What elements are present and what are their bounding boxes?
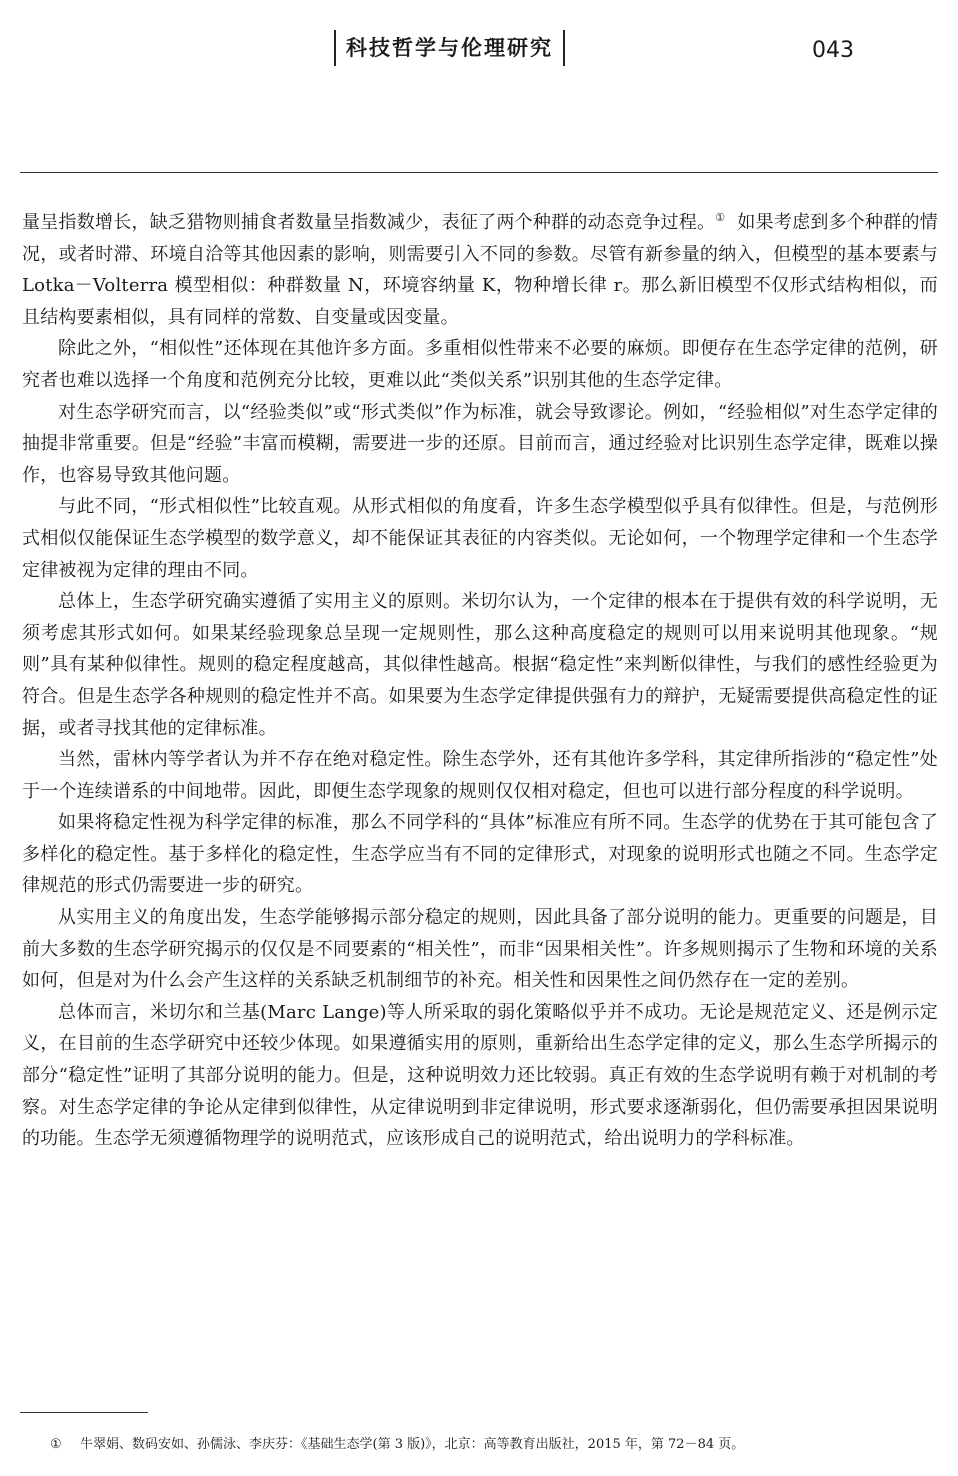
paragraph-1-tail: 如果考虑到多个种群的情况，或者时滞、环境自洽等其他因素的影响，则需要引入不同的参数。尽管有新参量的纳入，但模型的基本要素与 Lotka－Volterra 模型相似：种群数量 N，环境容纳量 K，物种增长律 r。那么新旧模型不仅形式结构相似，而且结构要素相似，具有同样的常数、自变量或因变量。	[22, 212, 938, 328]
paragraph: 如果将稳定性视为科学定律的标准，那么不同学科的“具体”标准应有所不同。生态学的优势在于其可能包含了多样化的稳定性。基于多样化的稳定性，生态学应当有不同的定律形式，对现象的说明形式也随之不同。生态学定律规范的形式仍需要进一步的研究。	[22, 812, 938, 897]
footnote	[50, 1436, 930, 1454]
footnote-rule	[20, 1412, 148, 1413]
paragraph: 从实用主义的角度出发，生态学能够揭示部分稳定的规则，因此具备了部分说明的能力。更重要的问题是，目前大多数的生态学研究揭示的仅仅是不同要素的“相关性”，而非“因果相关性”。许多规则揭示了生物和环境的关系如何，但是对为什么会产生这样的关系缺乏机制细节的补充。相关性和因果性之间仍然存在一定的差别。	[22, 907, 938, 992]
paragraph: 总体上，生态学研究确实遵循了实用主义的原则。米切尔认为，一个定律的根本在于提供有效的科学说明，无须考虑其形式如何。如果某经验现象总呈现一定规则性，那么这种高度稳定的规则可以用来说明其他现象。“规则”具有某种似律性。规则的稳定程度越高，其似律性越高。根据“稳定性”来判断似律性，与我们的感性经验更为符合。但是生态学各种规则的稳定性并不高。如果要为生态学定律提供强有力的辩护，无疑需要提供高稳定性的证据，或者寻找其他的定律标准。	[22, 591, 938, 739]
footnote-reference[interactable]: ①	[715, 211, 726, 224]
paragraph: 除此之外，“相似性”还体现在其他许多方面。多重相似性带来不必要的麻烦。即便存在生态学定律的范例，研究者也难以选择一个角度和范例充分比较，更难以此“类似关系”识别其他的生态学定律。	[22, 338, 938, 391]
paragraph: 当然，雷林内等学者认为并不存在绝对稳定性。除生态学外，还有其他许多学科，其定律所指涉的“稳定性”处于一个连续谱系的中间地带。因此，即便生态学现象的规则仅仅相对稳定，但也可以进行部分程度的科学说明。	[22, 749, 938, 802]
paragraph-1-text: 量呈指数增长，缺乏猎物则捕食者数量呈指数减少，表征了两个种群的动态竞争过程。	[22, 212, 716, 233]
page-number: 043	[812, 38, 854, 63]
footnote-mark: ①	[50, 1437, 62, 1452]
running-title: 科技哲学与伦理研究	[334, 30, 565, 66]
paragraph-1	[22, 207, 938, 333]
paragraph: 对生态学研究而言，以“经验类似”或“形式类似”作为标准，就会导致谬论。例如，“经验相似”对生态学定律的抽提非常重要。但是“经验”丰富而模糊，需要进一步的还原。目前而言，通过经验对比识别生态学定律，既难以操作，也容易导致其他问题。	[22, 401, 938, 486]
body-text	[22, 207, 938, 1155]
header-rule	[20, 172, 938, 173]
footnote-text: 牛翠娟、数码安如、孙儒泳、李庆芬：《基础生态学(第 3 版)》，北京：高等教育出版社，2015 年，第 72－84 页。	[80, 1437, 745, 1452]
paragraph: 总体而言，米切尔和兰基(Marc Lange)等人所采取的弱化策略似乎并不成功。无论是规范定义、还是例示定义，在目前的生态学研究中还较少体现。如果遵循实用的原则，重新给出生态学定律的定义，那么生态学所揭示的部分“稳定性”证明了其部分说明的能力。但是，这种说明效力还比较弱。真正有效的生态学说明有赖于对机制的考察。对生态学定律的争论从定律到似律性，从定律说明到非定律说明，形式要求逐渐弱化，但仍需要承担因果说明的功能。生态学无须遵循物理学的说明范式，应该形成自己的说明范式，给出说明力的学科标准。	[22, 1001, 938, 1150]
paragraph: 与此不同，“形式相似性”比较直观。从形式相似的角度看，许多生态学模型似乎具有似律性。但是，与范例形式相似仅能保证生态学模型的数学意义，却不能保证其表征的内容类似。无论如何，一个物理学定律和一个生态学定律被视为定律的理由不同。	[22, 496, 938, 581]
